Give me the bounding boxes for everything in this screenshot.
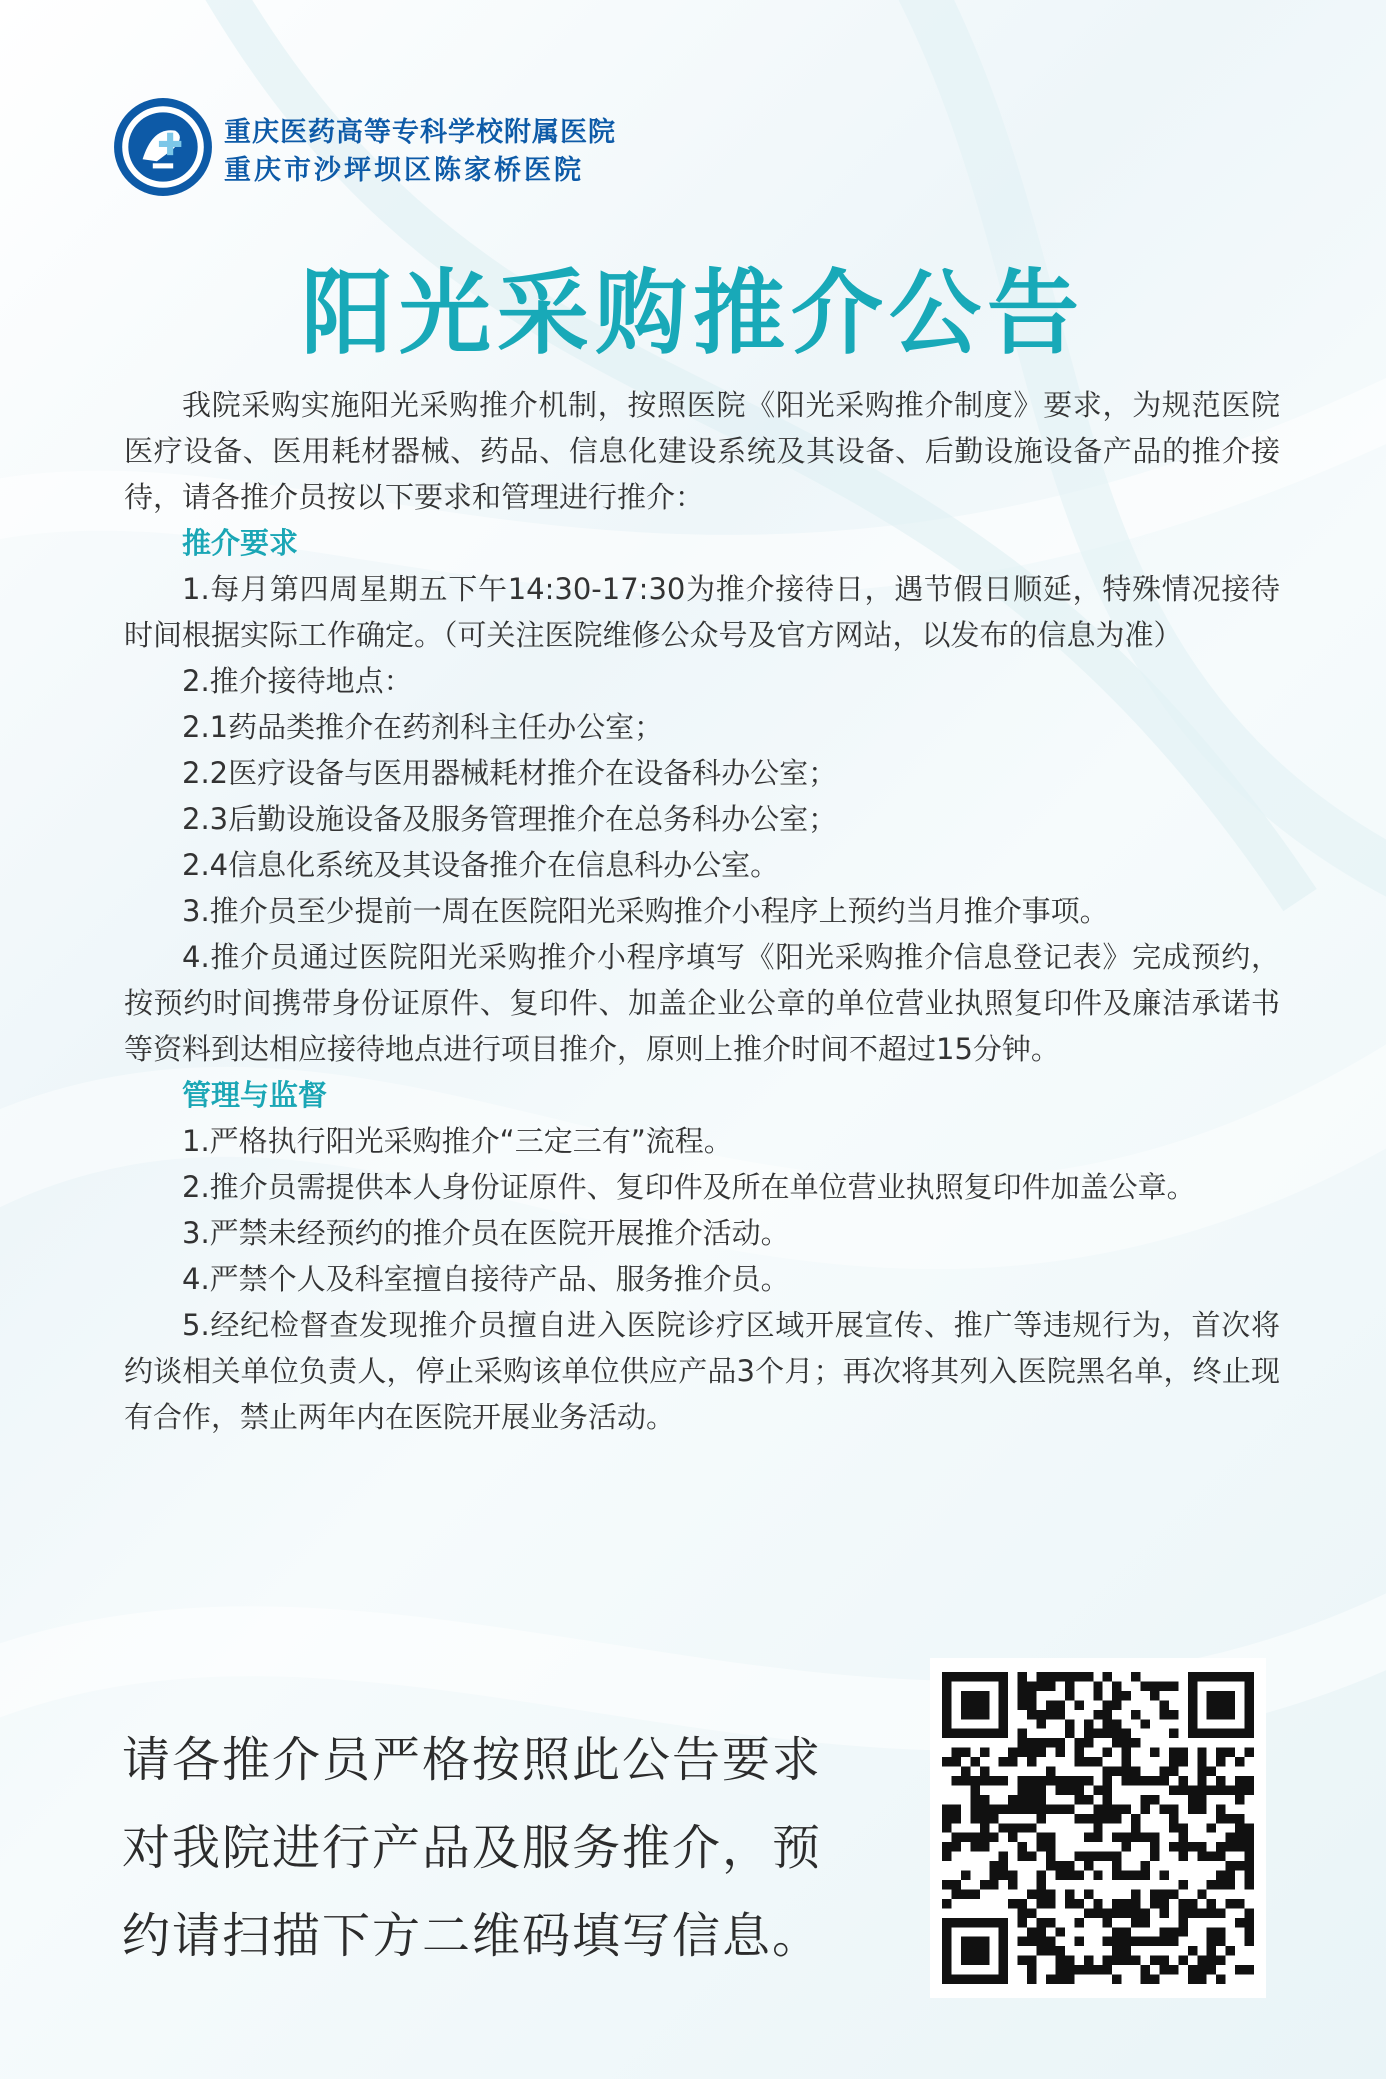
requirement-item: 4.推介员通过医院阳光采购推介小程序填写《阳光采购推介信息登记表》完成预约，按预约时间携带身份证原件、复印件、加盖企业公章的单位营业执照复印件及廉洁承诺书等资料到达相应接待地点进行项目推介，原则上推介时间不超过15分钟。 bbox=[124, 940, 1280, 1066]
requirement-item: 2.推介接待地点： bbox=[182, 664, 413, 698]
management-item: 3.严禁未经预约的推介员在医院开展推介活动。 bbox=[182, 1216, 790, 1250]
requirement-item: 3.推介员至少提前一周在医院阳光采购推介小程序上预约当月推介事项。 bbox=[182, 894, 1109, 928]
notice-body bbox=[124, 382, 1280, 1440]
section-heading-management: 管理与监督 bbox=[182, 1078, 328, 1112]
management-item: 5.经纪检督查发现推介员擅自进入医院诊疗区域开展宣传、推广等违规行为，首次将约谈相关单位负责人，停止采购该单位供应产品3个月；再次将其列入医院黑名单，终止现有合作，禁止两年内在医院开展业务活动。 bbox=[124, 1308, 1280, 1434]
hospital-seal-icon bbox=[112, 96, 214, 198]
requirement-item: 2.4信息化系统及其设备推介在信息科办公室。 bbox=[182, 848, 780, 882]
requirement-item: 2.3后勤设施设备及服务管理推介在总务科办公室； bbox=[182, 802, 838, 836]
cta-line: 请各推介员严格按照此公告要求 bbox=[122, 1732, 823, 1788]
cta-line: 约请扫描下方二维码填写信息。 bbox=[122, 1908, 823, 1964]
requirement-item: 2.2医疗设备与医用器械耗材推介在设备科办公室； bbox=[182, 756, 838, 790]
hospital-name-secondary: 重庆市沙坪坝区陈家桥医院 bbox=[224, 155, 584, 186]
qr-code-icon[interactable] bbox=[942, 1672, 1254, 1984]
intro-paragraph: 我院采购实施阳光采购推介机制，按照医院《阳光采购推介制度》要求，为规范医院医疗设备、医用耗材器械、药品、信息化建设系统及其设备、后勤设施设备产品的推介接待，请各推介员按以下要求和管理进行推介： bbox=[124, 388, 1280, 514]
requirement-item: 2.1药品类推介在药剂科主任办公室； bbox=[182, 710, 664, 744]
management-item: 4.严禁个人及科室擅自接待产品、服务推介员。 bbox=[182, 1262, 790, 1296]
management-item: 2.推介员需提供本人身份证原件、复印件及所在单位营业执照复印件加盖公章。 bbox=[182, 1170, 1196, 1204]
requirement-item: 1.每月第四周星期五下午14:30-17:30为推介接待日，遇节假日顺延，特殊情况接待时间根据实际工作确定。（可关注医院维修公众号及官方网站，以发布的信息为准） bbox=[124, 572, 1280, 652]
cta-line: 对我院进行产品及服务推介，预 bbox=[122, 1820, 823, 1876]
hospital-name-primary: 重庆医药高等专科学校附属医院 bbox=[224, 117, 616, 148]
qr-code-panel bbox=[930, 1658, 1266, 1998]
section-heading-requirements: 推介要求 bbox=[182, 526, 299, 560]
call-to-action bbox=[122, 1716, 922, 1980]
page-title: 阳光采购推介公告 bbox=[300, 260, 1085, 367]
management-item: 1.严格执行阳光采购推介“三定三有”流程。 bbox=[182, 1124, 733, 1158]
